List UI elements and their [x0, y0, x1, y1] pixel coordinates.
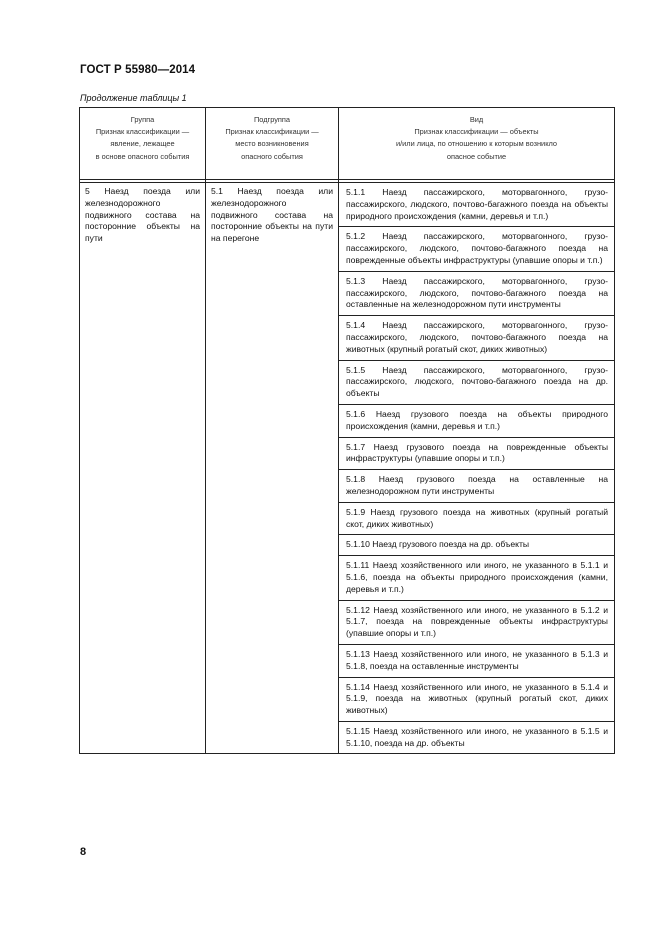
- type-cell: 5.1.10 Наезд грузового поезда на др. объекты: [339, 535, 615, 556]
- header-type-line: и/или лица, по отношению к которым возникло: [395, 139, 558, 149]
- header-group-line: Группа: [130, 115, 155, 124]
- header-type-line: Вид: [469, 115, 484, 124]
- header-type: [339, 108, 615, 180]
- table-header-row: [80, 108, 615, 180]
- header-subgroup-line: Признак классификации —: [225, 127, 319, 137]
- type-cell: 5.1.2 Наезд пассажирского, моторвагонного, грузо-пассажирского, людского, почтово-багажного поезда на поврежденные объекты инфраструктуры (упавшие опоры и т.п.): [339, 227, 615, 271]
- type-cell: 5.1.6 Наезд грузового поезда на объекты природного происхождения (камни, деревья и т.п.): [339, 404, 615, 437]
- group-cell: 5 Наезд поезда или железнодорожного подвижного состава на посторонние объекты на пути: [80, 183, 206, 754]
- subgroup-cell: 5.1 Наезд поезда или железнодорожного подвижного состава на посторонние объекты на пути на перегоне: [206, 183, 339, 754]
- header-group-line: явление, лежащее: [110, 139, 175, 149]
- type-cell: 5.1.12 Наезд хозяйственного или иного, не указанного в 5.1.2 и 5.1.7, поезда на поврежденные объекты инфраструктуры (упавшие опоры и т.п.): [339, 600, 615, 644]
- page-number: 8: [80, 846, 87, 858]
- header-subgroup-line: место возникновения: [235, 139, 309, 149]
- header-subgroup-line: Подгруппа: [253, 115, 291, 124]
- type-cell: 5.1.1 Наезд пассажирского, моторвагонного, грузо-пассажирского, людского, почтово-багажного поезда на объекты природного происхождения (камни, деревья и т.п.): [339, 183, 615, 227]
- type-cell: 5.1.5 Наезд пассажирского, моторвагонного, грузо-пассажирского, людского, почтово-багажного поезда на др. объекты: [339, 360, 615, 404]
- header-group-line: в основе опасного события: [95, 151, 190, 161]
- classification-table: [79, 107, 615, 754]
- type-cell: 5.1.8 Наезд грузового поезда на оставленные на железнодорожном пути инструменты: [339, 470, 615, 503]
- document-title: ГОСТ Р 55980—2014: [80, 64, 196, 76]
- table-continuation-caption: Продолжение таблицы 1: [80, 93, 187, 103]
- header-subgroup: [206, 108, 339, 180]
- header-group-line: Признак классификации —: [95, 127, 190, 137]
- table-row: [80, 183, 615, 227]
- type-cell: 5.1.9 Наезд грузового поезда на животных (крупный рогатый скот, диких животных): [339, 502, 615, 535]
- type-cell: 5.1.14 Наезд хозяйственного или иного, не указанного в 5.1.4 и 5.1.9, поезда на животных (крупный рогатый скот, диких животных): [339, 677, 615, 721]
- type-cell: 5.1.3 Наезд пассажирского, моторвагонного, грузо-пассажирского, людского, почтово-багажного поезда на оставленные на железнодорожном пути инструменты: [339, 271, 615, 315]
- type-cell: 5.1.11 Наезд хозяйственного или иного, не указанного в 5.1.1 и 5.1.6, поезда на объекты природного происхождения (камни, деревья и т.п.): [339, 556, 615, 600]
- type-cell: 5.1.13 Наезд хозяйственного или иного, не указанного в 5.1.3 и 5.1.8, поезда на оставленные инструменты: [339, 644, 615, 677]
- header-subgroup-line: опасного события: [241, 151, 303, 161]
- type-cell: 5.1.4 Наезд пассажирского, моторвагонного, грузо-пассажирского, людского, почтово-багажного поезда на животных (крупный рогатый скот, диких животных): [339, 316, 615, 360]
- header-type-line: опасное событие: [446, 151, 507, 161]
- type-cell: 5.1.7 Наезд грузового поезда на поврежденные объекты инфраструктуры (упавшие опоры и т.п.): [339, 437, 615, 470]
- header-group: [80, 108, 206, 180]
- type-cell: 5.1.15 Наезд хозяйственного или иного, не указанного в 5.1.5 и 5.1.10, поезда на др. объекты: [339, 721, 615, 754]
- header-type-line: Признак классификации — объекты: [414, 127, 539, 137]
